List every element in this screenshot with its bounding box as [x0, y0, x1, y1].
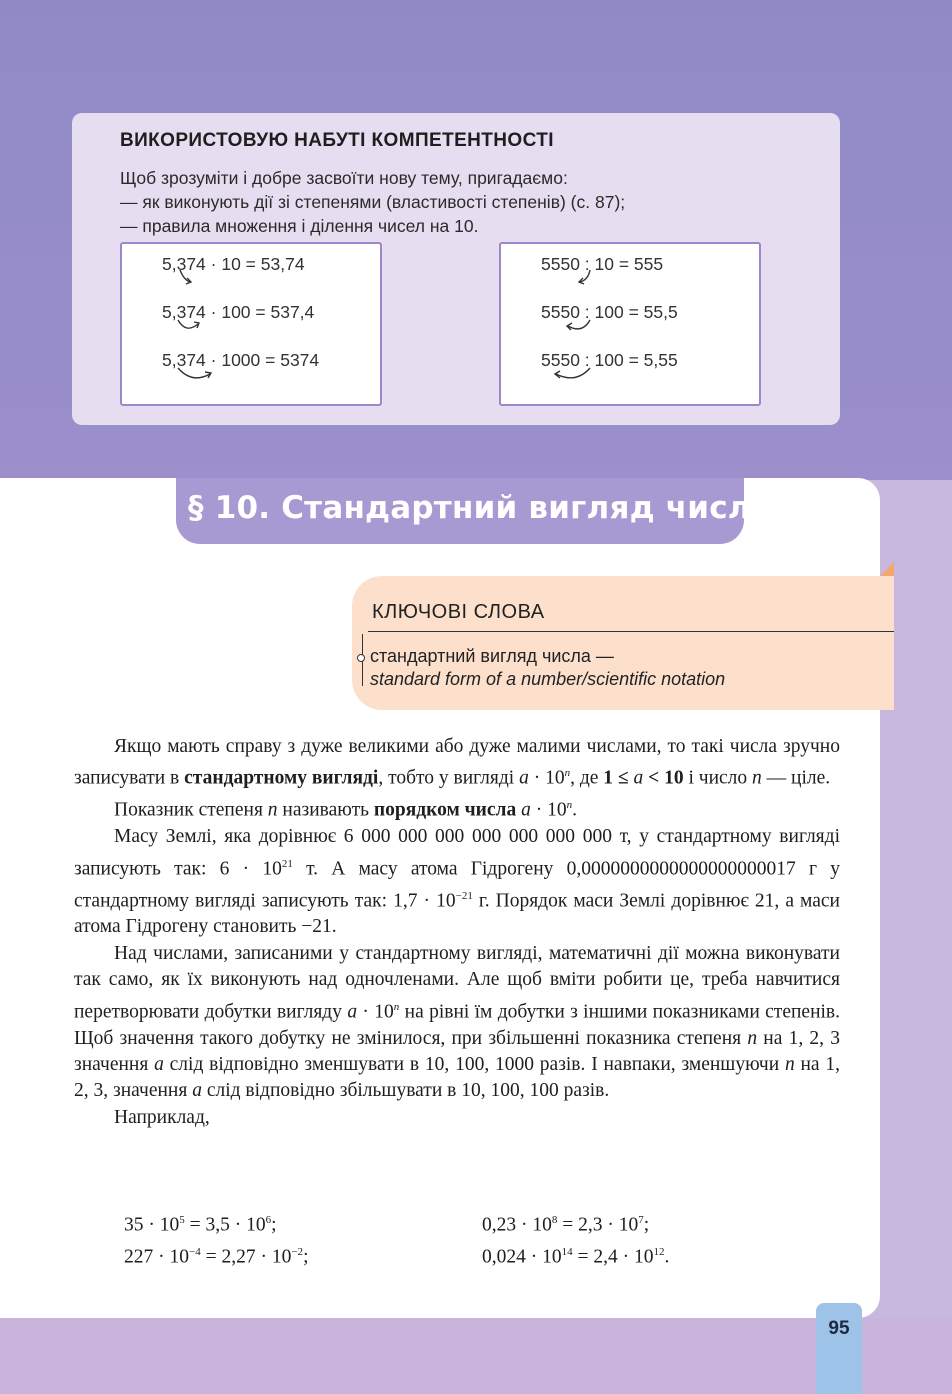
example-formula: $0,23 \cdot 10^8 = 2,3 \cdot 10^7$;: [482, 1214, 650, 1236]
page-number: 95: [828, 1318, 850, 1339]
page-number-tab: [816, 1303, 862, 1394]
keyword-translation: standard form of a number/scientific notation: [370, 669, 726, 689]
paragraph: Наприклад,: [114, 1106, 210, 1128]
competence-bullet: — правила множення і ділення чисел на 10.: [120, 216, 479, 236]
divide-example: 5550 : 10 = 555: [541, 254, 664, 274]
paragraph: Показник степеня n називають порядком числа $a \cdot 10^n$.: [114, 799, 577, 821]
paragraph: Над числами, записаними у стандартному вигляді, математичні дії можна виконувати так само, як їх виконують над одночленами. Але щоб вміти робити це, треба навчитися перетворювати добутки вигляду $a \cdot 10^n$ на рівні їм добутки з іншими показниками степенів. Щоб значення такого добутку не змінилося, при збільшенні показника степеня n на 1, 2, 3 значення a слід відповідно зменшувати в 10, 100, 1000 разів. І навпаки, зменшуючи n на 1, 2, 3, значення a слід відповідно збільшувати в 10, 100, 100 разів.: [74, 942, 841, 1102]
keywords-divider: [368, 631, 894, 632]
section-title: § 10. Стандартний вигляд числа: [188, 490, 772, 526]
competence-bullet: — як виконують дії зі степенями (властивості степенів) (с. 87);: [120, 192, 626, 212]
bottom-band: [0, 1318, 952, 1394]
example-formula: $227 \cdot 10^{-4} = 2,27 \cdot 10^{-2}$;: [124, 1246, 309, 1268]
divide-example: 5550 : 100 = 5,55: [541, 350, 678, 370]
paragraph: Якщо мають справу з дуже великими або дуже малими числами, то такі числа зручно записувати в стандартному вигляді, тобто у вигляді $a \cdot 10^n$, де 1 ≤ a < 10 і число n — ціле.: [74, 736, 840, 789]
decimal-shift-arrows-icon: [172, 270, 232, 390]
paragraph: Масу Землі, яка дорівнює 6 000 000 000 000 000 000 000 т, у стандартному вигляді записують так: $6 \cdot 10^{21}$ т. А масу атома Гідрогену 0,0000000000000000000017 г у стандартному вигляді записують так: $1,7 \cdot 10^{-21}$ г. Порядок маси Землі дорівнює 21, а маси атома Гідрогену становить −21.: [74, 826, 840, 938]
multiply-example: 5,374 · 1000 = 5374: [162, 350, 320, 370]
competence-text: [120, 166, 625, 238]
multiply-example: 5,374 · 100 = 537,4: [162, 302, 315, 322]
example-formula: $0,024 \cdot 10^{14} = 2,4 \cdot 10^{12}$.: [482, 1246, 670, 1268]
keyword-term: стандартний вигляд числа —: [370, 646, 614, 666]
competence-intro: Щоб зрозуміти і добре засвоїти нову тему, пригадаємо:: [120, 168, 568, 188]
keywords-title: КЛЮЧОВІ СЛОВА: [372, 601, 545, 623]
example-formula: $35 \cdot 10^5 = 3,5 \cdot 10^6$;: [124, 1214, 277, 1236]
body-text: [74, 734, 840, 1131]
multiply-example: 5,374 · 10 = 53,74: [162, 254, 305, 274]
divide-example: 5550 : 100 = 55,5: [541, 302, 678, 322]
decimal-shift-arrows-icon: [548, 270, 608, 390]
competence-title: ВИКОРИСТОВУЮ НАБУТІ КОМПЕТЕНТНОСТІ: [120, 130, 554, 151]
bullet-dot-icon: [357, 654, 365, 662]
